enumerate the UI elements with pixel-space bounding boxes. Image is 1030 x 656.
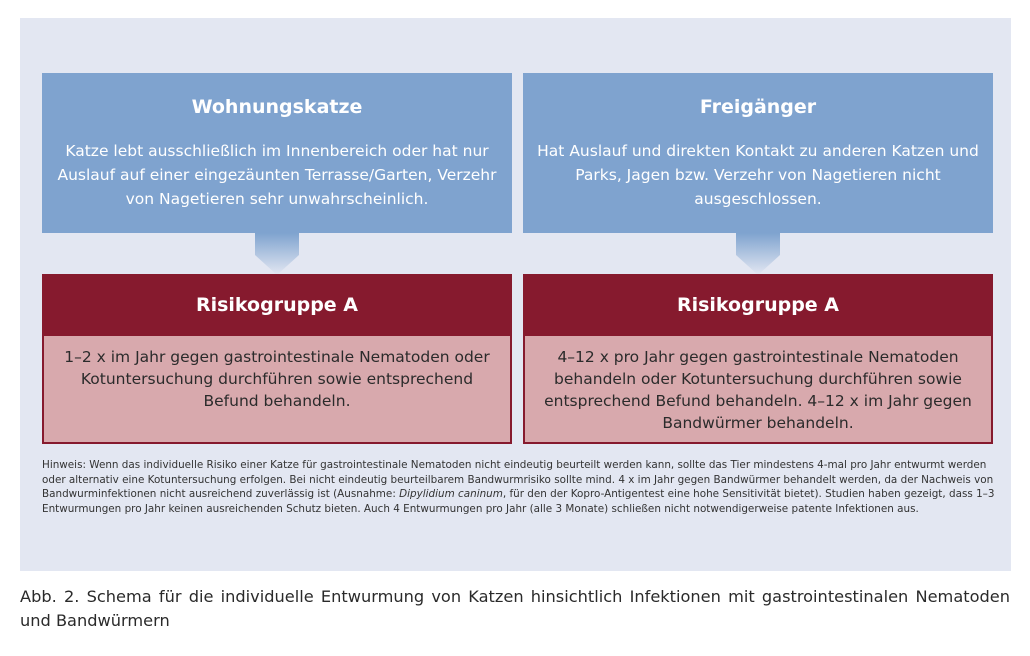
footnote-text-2: , für den der Kopro-Antigentest eine hohe Sensitivität bietet). Studien haben gezeigt, dass 1–3 Entwurmungen pro Jahr keinen ausreichenden Schutz bieten. Auch 4 Entwurmungen pro Jahr (alle 3 Monate) schließen nicht notwendigerweise patente Infektionen aus. bbox=[42, 488, 995, 515]
footnote-italic-species: Dipylidium caninum bbox=[399, 488, 503, 500]
risk-group-text: 1–2 x im Jahr gegen gastrointestinale Nematoden oder Kotuntersuchung durchführen sowie entsprechend Befund behandeln. bbox=[42, 336, 512, 444]
category-description: Hat Auslauf und direkten Kontakt zu anderen Katzen und Parks, Jagen bzw. Verzehr von Nagetieren nicht ausgeschlossen. bbox=[537, 142, 979, 208]
category-description: Katze lebt ausschließlich im Innenbereich oder hat nur Auslauf auf einer eingezäunten Terrasse/Garten, Verzehr von Nagetieren sehr unwahrscheinlich. bbox=[57, 142, 497, 208]
category-title: Freigänger bbox=[699, 96, 817, 118]
diagram-panel bbox=[20, 18, 1011, 571]
risk-group-text: 4–12 x pro Jahr gegen gastrointestinale Nematoden behandeln oder Kotuntersuchung durchführen sowie entsprechend Befund behandeln. 4–12 x im Jahr gegen Bandwürmer behandeln. bbox=[523, 336, 993, 444]
footnote bbox=[42, 458, 997, 516]
figure-caption: Abb. 2. Schema für die individuelle Entwurmung von Katzen hinsichtlich Infektionen mit gastrointestinalen Nematoden und Bandwürmern bbox=[20, 587, 1010, 630]
category-title: Wohnungskatze bbox=[191, 96, 363, 118]
risk-group-header: Risikogruppe A bbox=[42, 274, 512, 336]
footnote-text-1: Hinweis: Wenn das individuelle Risiko einer Katze für gastrointestinale Nematoden nicht eindeutig beurteilt werden kann, sollte das Tier mindestens 4-mal pro Jahr entwurmt werden oder alternativ eine Kotuntersuchung erfolgen. Bei nicht eindeutig beurteilbarem Bandwurmrisiko sollte mind. 4 x im Jahr gegen Bandwürmer behandelt werden, da der Nachweis von Bandwurminfektionen nicht ausreichend zuverlässig ist (Ausnahme: bbox=[42, 459, 994, 500]
risk-group-header: Risikogruppe A bbox=[523, 274, 993, 336]
category-box-freigaenger bbox=[523, 73, 993, 233]
category-box-wohnungskatze bbox=[42, 73, 512, 233]
